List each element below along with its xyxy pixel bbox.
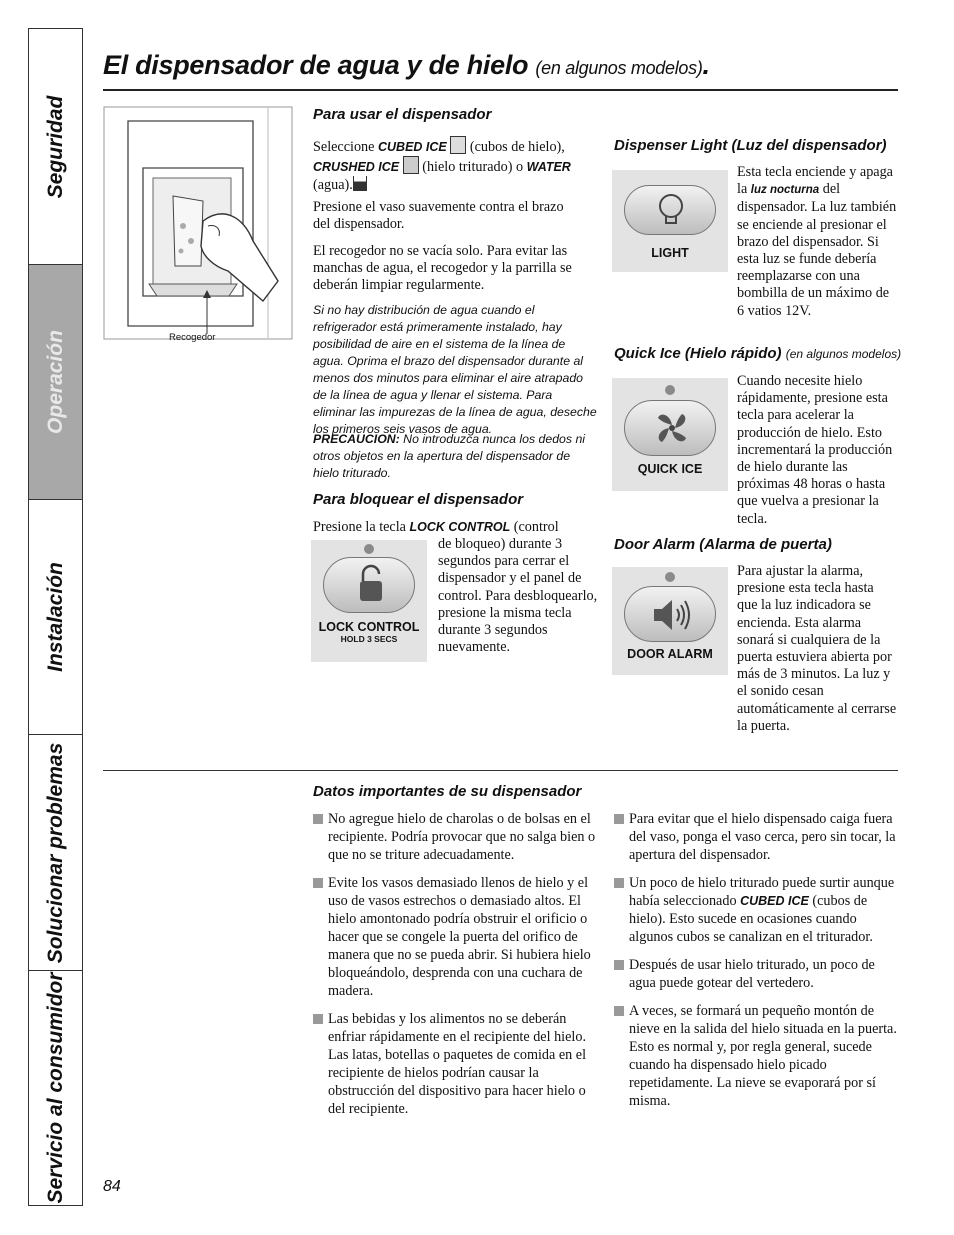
recogedor-label: Recogedor [169,332,216,343]
heading-datos-importantes: Datos importantes de su dispensador [313,783,582,800]
lock-paragraph: de bloqueo) durante 3 segundos para cerrar el dispensador y el panel de control. Para desbloquearlo, presione la misma tecla durante 3 segundos nuevamente. [438,536,598,656]
crushed-ice-keyword: CRUSHED ICE [313,160,400,175]
tab-instalacion[interactable]: Instalación [29,500,82,735]
use-air-note: Si no hay distribución de agua cuando el refrigerador está primeramente instalado, hay posibilidad de aire en el sistema de la línea de agua. Oprima el brazo del dispensador durante al menos dos minutos para eliminar el aire atrapado de la línea de agua y llenar el sistema. Para eliminar las impurezas de la línea de agua, deseche los primeros seis vasos de agua. [313,303,597,436]
lock-control-button[interactable] [323,557,415,613]
light-key-panel [612,170,728,272]
section-tabs [28,28,83,1206]
heading-quick-ice: Quick Ice (Hielo rápido) (en algunos modelos) [614,345,902,362]
heading-para-usar: Para usar el dispensador [313,106,492,123]
list-item: Después de usar hielo triturado, un poco de agua puede gotear del vertedero. [614,956,898,992]
lightbulb-icon [656,192,686,230]
quick-ice-key-panel [612,378,728,491]
tab-seguridad[interactable]: Seguridad [29,29,82,265]
lock-control-sublabel: HOLD 3 SECS [340,634,398,644]
door-alarm-label: DOOR ALARM [627,647,713,661]
tab-solucionar-problemas[interactable]: Solucionar problemas [29,735,82,971]
use-select-paragraph: Seleccione CUBED ICE (cubos de hielo), CRUSHED ICE (hielo triturado) o WATER (agua). [313,136,598,195]
caution-note: PRECAUCION: No introduzca nunca los dedos ni otros objetos en la apertura del dispensador de hielo triturado. [313,432,586,480]
facts-list-right [614,810,898,1120]
list-item: No agregue hielo de charolas o de bolsas en el recipiente. Podría provocar que no salga bien o que no se triture adecuadamente. [313,810,598,864]
list-item: Un poco de hielo triturado puede surtir aunque había seleccionado CUBED ICE (cubos de hielo). Esto sucede en ocasiones cuando algunos cubos se canalizan en el triturador. [614,874,898,946]
speaker-icon [650,595,694,635]
list-item: Evite los vasos demasiado llenos de hielo y el uso de vasos estrechos o demasiado altos. El hielo amontonado podría obstruir el orificio o hacer que se congele la puerta del orifico de manera que no se pueda abrir. Si hubiera hielo bloqueándolo, desprenda con una cuchara de madera. [313,874,598,1000]
list-item: A veces, se formará un pequeño montón de nieve en la salida del hielo situada en la puerta. Esto es normal y, por regla general, sucede cuando ha dispensado hielo picado repetidamente. La nieve se evaporará por sí misma. [614,1002,898,1110]
lock-intro: Presione la tecla LOCK CONTROL (control [313,519,559,535]
door-alarm-button[interactable] [624,586,716,642]
tab-operacion[interactable]: Operación [29,265,82,500]
quick-ice-indicator-light [665,385,675,395]
use-clean-paragraph: El recogedor no se vacía solo. Para evitar las manchas de agua, el recogedor y la parrilla se deberán limpiar regularmente. [313,243,572,294]
quick-ice-paragraph: Cuando necesite hielo rápidamente, presione esta tecla para acelerar la producción de hielo. Esto incrementará la producción de hielo durante las próximas 48 horas o hasta que vuelva a presionar la tecla. [737,373,893,527]
fan-icon [652,406,692,450]
crushed-ice-icon [403,156,419,174]
cubed-ice-keyword: CUBED ICE [378,140,447,154]
heading-bloquear: Para bloquear el dispensador [313,491,524,508]
padlock-icon [357,564,385,604]
lock-indicator-light [364,544,374,554]
door-alarm-indicator-light [665,572,675,582]
heading-light: Dispenser Light (Luz del dispensador) [614,137,887,154]
light-label: LIGHT [651,246,689,260]
light-button[interactable] [624,185,716,235]
page-subtitle: (en algunos modelos) [535,58,703,78]
tab-servicio-consumidor[interactable]: Servicio al consumidor [43,972,67,1204]
door-alarm-key-panel [612,567,728,675]
dispenser-illustration [103,106,293,346]
door-alarm-paragraph: Para ajustar la alarma, presione esta tecla hasta que la luz indicadora se encienda. Esta alarma sonará si cualquiera de la puerta estuviera abierta por más de 3 minutos. La luz y el sonido cesan automáticamente al cerrarse la puerta. [737,563,897,734]
list-item: Para evitar que el hielo dispensado caiga fuera del vaso, ponga el vaso cerca, pero sin tocar, la apertura del dispensador. [614,810,898,864]
facts-list-left [313,810,598,1128]
light-paragraph: Esta tecla enciende y apaga la luz nocturna del dispensador. La luz también se enciende al presionar el brazo del dispensador. Si esta luz se funde debería reemplazarse con una bombilla de un máximo de 6 vatios 12V. [737,164,897,319]
page-number: 84 [103,1178,121,1195]
use-press-paragraph: Presione el vaso suavemente contra el brazo del dispensador. [313,199,564,233]
water-icon [353,176,367,191]
lock-control-label: LOCK CONTROL [318,620,420,634]
section-divider [103,770,898,771]
heading-door-alarm: Door Alarm (Alarma de puerta) [614,536,832,553]
title-rule [103,89,898,91]
quick-ice-button[interactable] [624,400,716,456]
quick-ice-label: QUICK ICE [637,462,703,476]
list-item: Las bebidas y los alimentos no se deberán enfriar rápidamente en el recipiente del hielo. Las latas, botellas o paquetes de comida en el recipiente de hielos podrían causar la obstrucción del dispositivo para hacer hielo o del recipiente. [313,1010,598,1118]
page-title: El dispensador de agua y de hielo (en algunos modelos). [103,50,710,80]
water-keyword: WATER [526,160,571,175]
lock-control-key-panel [311,540,427,662]
cubed-ice-icon [450,136,466,154]
